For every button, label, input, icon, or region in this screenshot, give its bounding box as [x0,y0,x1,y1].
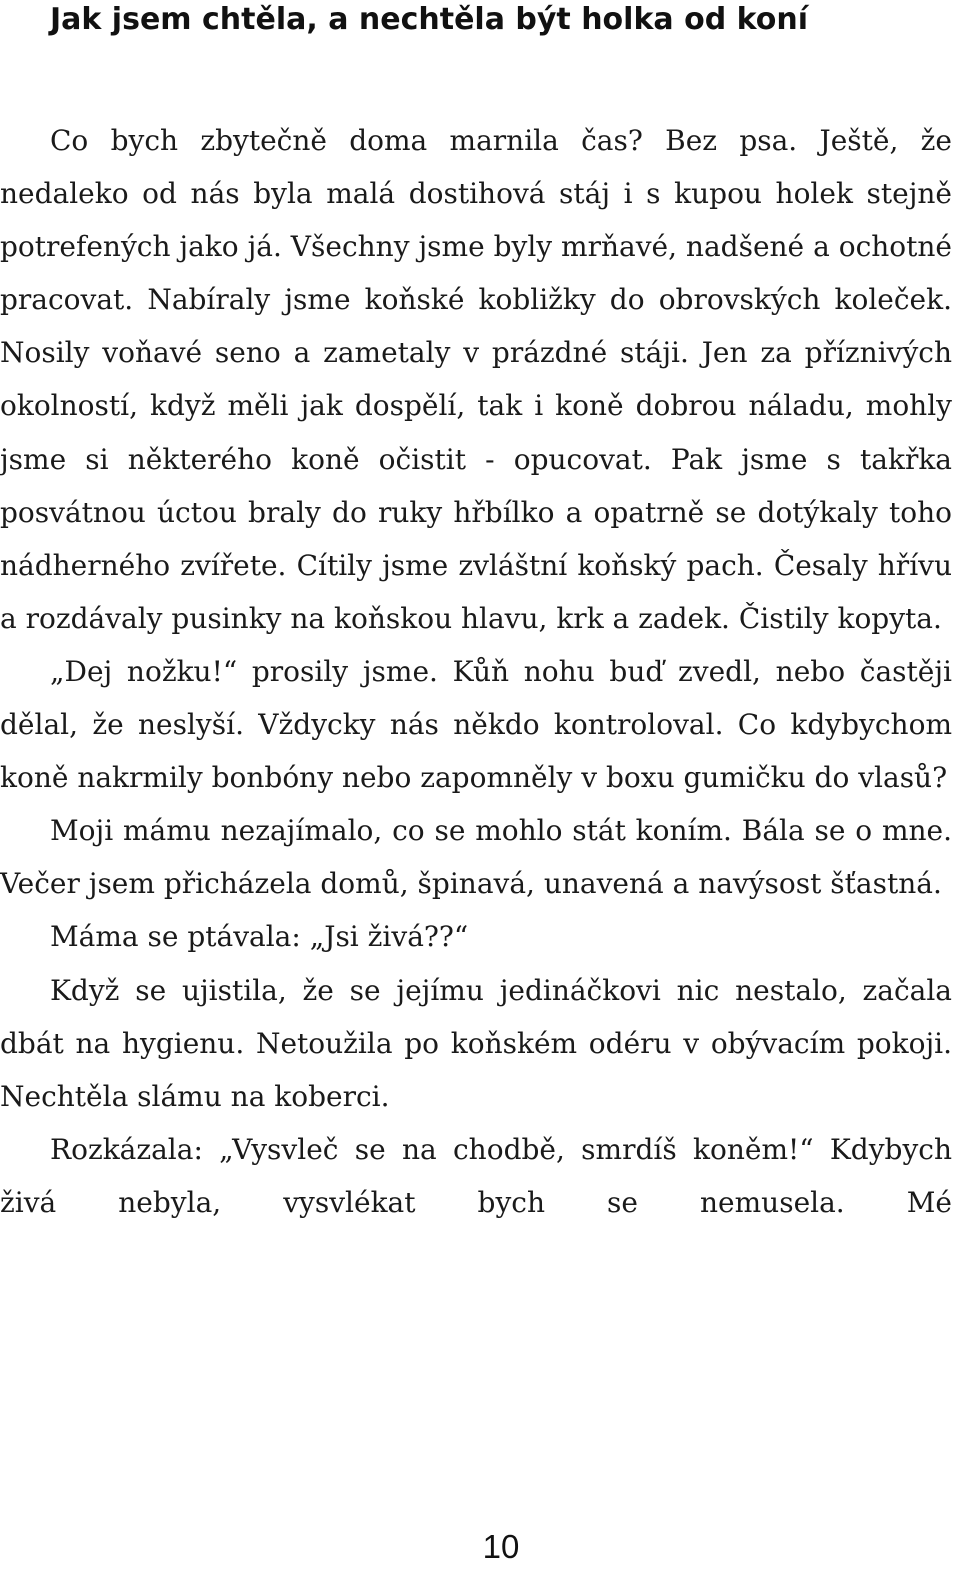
paragraph: „Dej nožku!“ prosily jsme. Kůň nohu buď zvedl, nebo častěji dělal, že neslyší. Vždycky nás někdo kontroloval. Co kdybychom koně nakrmily bonbóny nebo zapomněly v boxu gumičku do vlasů? [0,654,952,795]
paragraph: Když se ujistila, že se jejímu jedináčkovi nic nestalo, začala dbát na hygienu. Netoužila po koňském odéru v obývacím pokoji. Nechtěla slámu na koberci. [0,973,952,1113]
paragraph: Rozkázala: „Vysvleč se na chodbě, smrdíš koněm!“ Kdybych živá nebyla, vysvlékat bych se nemusela. Mé [0,1132,952,1219]
page-number: 10 [482,1528,520,1565]
body-text [0,114,952,1229]
paragraph: Máma se ptávala: „Jsi živá??“ [50,920,469,954]
paragraph: Moji mámu nezajímalo, co se mohlo stát koním. Bála se o mne. Večer jsem přicházela domů, špinavá, unavená a navýsost šťastná. [0,814,952,901]
paragraph: Co bych zbytečně doma marnila čas? Bez psa. Ještě, že nedaleko od nás byla malá dostihová stáj i s kupou holek stejně potrefených jako já. Všechny jsme byly mrňavé, nadšené a ochotné pracovat. Nabíraly jsme koňské kobližky do obrovských koleček. Nosily voňavé seno a zametaly v prázdné stáji. Jen za příznivých okolností, když měli jak dospělí, tak i koně dobrou náladu, mohly jsme si některého koně očistit - opucovat. Pak jsme s takřka posvátnou úctou braly do ruky hřbílko a opatrně se dotýkaly toho nádherného zvířete. Cítily jsme zvláštní koňský pach. Česaly hřívu a rozdávaly pusinky na koňskou hlavu, krk a zadek. Čistily kopyta. [0,124,952,635]
chapter-title: Jak jsem chtěla, a nechtěla být holka od koní [50,2,809,37]
